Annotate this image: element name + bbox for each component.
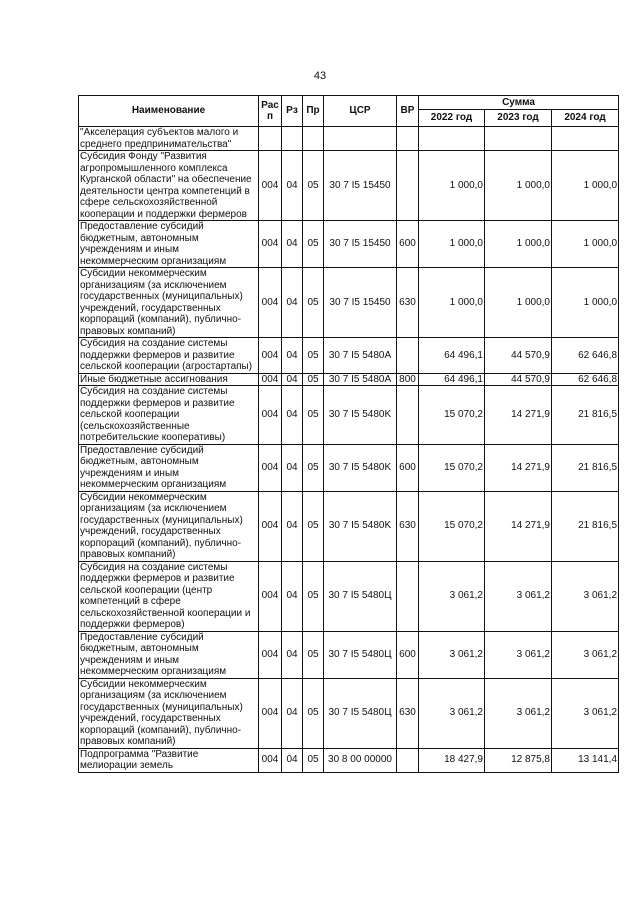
row-rasp: 004	[259, 748, 282, 772]
row-vr: 800	[397, 373, 419, 386]
row-rasp: 004	[259, 338, 282, 374]
row-sum-2023: 14 271,9	[485, 386, 552, 445]
row-vr: 630	[397, 491, 419, 561]
row-pr: 05	[303, 386, 324, 445]
header-2022: 2022 год	[419, 110, 485, 127]
row-rz: 04	[282, 631, 303, 678]
row-csr: 30 7 I5 5480Ц	[324, 678, 397, 748]
row-rz: 04	[282, 151, 303, 221]
row-rasp: 004	[259, 678, 282, 748]
header-rasp: Рас п	[259, 96, 282, 127]
row-rz	[282, 127, 303, 151]
row-vr: 630	[397, 678, 419, 748]
row-csr: 30 7 I5 5480A	[324, 338, 397, 374]
row-csr: 30 7 I5 15450	[324, 151, 397, 221]
row-vr: 630	[397, 268, 419, 338]
row-sum-2024: 1 000,0	[552, 151, 619, 221]
row-pr: 05	[303, 221, 324, 268]
row-name: Субсидия на создание системы поддержки фермеров и развитие сельской кооперации (агростартапы)	[79, 338, 259, 374]
row-rasp: 004	[259, 631, 282, 678]
header-2024: 2024 год	[552, 110, 619, 127]
row-sum-2022	[419, 127, 485, 151]
row-name: Субсидии некоммерческим организациям (за исключением государственных (муниципальных) учреждений, государственных корпораций (компаний), публично-правовых компаний)	[79, 678, 259, 748]
row-rasp: 004	[259, 444, 282, 491]
row-pr: 05	[303, 444, 324, 491]
row-sum-2024: 62 646,8	[552, 338, 619, 374]
row-vr	[397, 338, 419, 374]
row-sum-2024: 21 816,5	[552, 386, 619, 445]
row-rasp: 004	[259, 386, 282, 445]
row-name: Предоставление субсидий бюджетным, автономным учреждениям и иным некоммерческим организациям	[79, 221, 259, 268]
row-sum-2022: 3 061,2	[419, 561, 485, 631]
row-name: Предоставление субсидий бюджетным, автономным учреждениям и иным некоммерческим организациям	[79, 444, 259, 491]
row-sum-2024: 3 061,2	[552, 631, 619, 678]
row-vr	[397, 561, 419, 631]
row-sum-2023: 3 061,2	[485, 561, 552, 631]
row-sum-2024: 21 816,5	[552, 444, 619, 491]
row-csr: 30 7 I5 15450	[324, 268, 397, 338]
row-sum-2023: 14 271,9	[485, 491, 552, 561]
row-sum-2022: 1 000,0	[419, 268, 485, 338]
row-sum-2023: 3 061,2	[485, 631, 552, 678]
row-rz: 04	[282, 444, 303, 491]
header-csr: ЦСР	[324, 96, 397, 127]
row-pr: 05	[303, 373, 324, 386]
table-row	[79, 631, 619, 678]
row-name: Субсидии некоммерческим организациям (за исключением государственных (муниципальных) учреждений, государственных корпораций (компаний), публично-правовых компаний)	[79, 491, 259, 561]
row-vr: 600	[397, 631, 419, 678]
row-rasp: 004	[259, 268, 282, 338]
row-pr	[303, 127, 324, 151]
row-rasp: 004	[259, 151, 282, 221]
row-pr: 05	[303, 678, 324, 748]
row-rz: 04	[282, 386, 303, 445]
header-pr: Пр	[303, 96, 324, 127]
table-row	[79, 268, 619, 338]
row-sum-2022: 1 000,0	[419, 151, 485, 221]
row-pr: 05	[303, 748, 324, 772]
row-sum-2022: 18 427,9	[419, 748, 485, 772]
row-sum-2022: 15 070,2	[419, 386, 485, 445]
row-rasp: 004	[259, 373, 282, 386]
row-name: Субсидия на создание системы поддержки фермеров и развитие сельской кооперации (сельскохозяйственные потребительские кооперативы)	[79, 386, 259, 445]
row-pr: 05	[303, 631, 324, 678]
row-sum-2024: 62 646,8	[552, 373, 619, 386]
row-rz: 04	[282, 678, 303, 748]
row-rz: 04	[282, 268, 303, 338]
row-vr: 600	[397, 444, 419, 491]
header-rz: Рз	[282, 96, 303, 127]
row-rasp: 004	[259, 561, 282, 631]
row-rasp: 004	[259, 221, 282, 268]
row-rz: 04	[282, 373, 303, 386]
row-rasp	[259, 127, 282, 151]
table-row	[79, 444, 619, 491]
row-sum-2023: 1 000,0	[485, 268, 552, 338]
row-vr	[397, 127, 419, 151]
table-row	[79, 678, 619, 748]
row-csr: 30 7 I5 5480K	[324, 386, 397, 445]
table-row	[79, 221, 619, 268]
header-name: Наименование	[79, 96, 259, 127]
row-pr: 05	[303, 491, 324, 561]
row-sum-2023: 3 061,2	[485, 678, 552, 748]
row-csr: 30 7 I5 5480Ц	[324, 561, 397, 631]
table-row	[79, 338, 619, 374]
row-csr: 30 7 I5 5480K	[324, 444, 397, 491]
row-sum-2024: 13 141,4	[552, 748, 619, 772]
row-rz: 04	[282, 221, 303, 268]
row-name: Подпрограмма "Развитие мелиорации земель	[79, 748, 259, 772]
row-sum-2024: 1 000,0	[552, 268, 619, 338]
table-row	[79, 491, 619, 561]
row-csr: 30 7 I5 15450	[324, 221, 397, 268]
row-csr: 30 7 I5 5480Ц	[324, 631, 397, 678]
row-rasp: 004	[259, 491, 282, 561]
row-sum-2023: 44 570,9	[485, 373, 552, 386]
row-sum-2022: 64 496,1	[419, 373, 485, 386]
row-pr: 05	[303, 268, 324, 338]
row-vr: 600	[397, 221, 419, 268]
table-row	[79, 748, 619, 772]
row-sum-2024	[552, 127, 619, 151]
row-name: Предоставление субсидий бюджетным, автономным учреждениям и иным некоммерческим организациям	[79, 631, 259, 678]
table-row	[79, 386, 619, 445]
table-row	[79, 373, 619, 386]
row-sum-2024: 3 061,2	[552, 678, 619, 748]
row-sum-2024: 1 000,0	[552, 221, 619, 268]
row-rz: 04	[282, 748, 303, 772]
row-rz: 04	[282, 491, 303, 561]
row-sum-2023: 1 000,0	[485, 221, 552, 268]
row-csr	[324, 127, 397, 151]
row-sum-2024: 3 061,2	[552, 561, 619, 631]
row-sum-2022: 3 061,2	[419, 631, 485, 678]
row-name: "Акселерация субъектов малого и среднего предпринимательства"	[79, 127, 259, 151]
page-number: 43	[313, 70, 327, 82]
row-sum-2022: 15 070,2	[419, 444, 485, 491]
row-vr	[397, 386, 419, 445]
header-vr: ВР	[397, 96, 419, 127]
row-pr: 05	[303, 338, 324, 374]
budget-table	[78, 95, 619, 773]
row-csr: 30 8 00 00000	[324, 748, 397, 772]
row-sum-2023: 12 875,8	[485, 748, 552, 772]
row-sum-2022: 64 496,1	[419, 338, 485, 374]
row-sum-2022: 1 000,0	[419, 221, 485, 268]
row-sum-2023	[485, 127, 552, 151]
row-sum-2022: 15 070,2	[419, 491, 485, 561]
row-csr: 30 7 I5 5480A	[324, 373, 397, 386]
row-name: Субсидии некоммерческим организациям (за исключением государственных (муниципальных) учреждений, государственных корпораций (компаний), публично-правовых компаний)	[79, 268, 259, 338]
row-sum-2023: 14 271,9	[485, 444, 552, 491]
row-sum-2022: 3 061,2	[419, 678, 485, 748]
table-row	[79, 561, 619, 631]
row-vr	[397, 151, 419, 221]
row-name: Субсидия Фонду "Развития агропромышленного комплекса Курганской области" на обеспечение деятельности центра компетенций в сфере сельскохозяйственной кооперации и поддержки фермеров	[79, 151, 259, 221]
row-name: Иные бюджетные ассигнования	[79, 373, 259, 386]
table-row	[79, 151, 619, 221]
row-rz: 04	[282, 338, 303, 374]
row-sum-2023: 44 570,9	[485, 338, 552, 374]
row-csr: 30 7 I5 5480K	[324, 491, 397, 561]
row-pr: 05	[303, 561, 324, 631]
row-sum-2024: 21 816,5	[552, 491, 619, 561]
row-pr: 05	[303, 151, 324, 221]
row-vr	[397, 748, 419, 772]
row-name: Субсидия на создание системы поддержки фермеров и развитие сельской кооперации (центр компетенций в сфере сельскохозяйственной кооперации и поддержки фермеров)	[79, 561, 259, 631]
table-row	[79, 127, 619, 151]
header-2023: 2023 год	[485, 110, 552, 127]
row-sum-2023: 1 000,0	[485, 151, 552, 221]
header-sum: Сумма	[419, 96, 619, 110]
row-rz: 04	[282, 561, 303, 631]
